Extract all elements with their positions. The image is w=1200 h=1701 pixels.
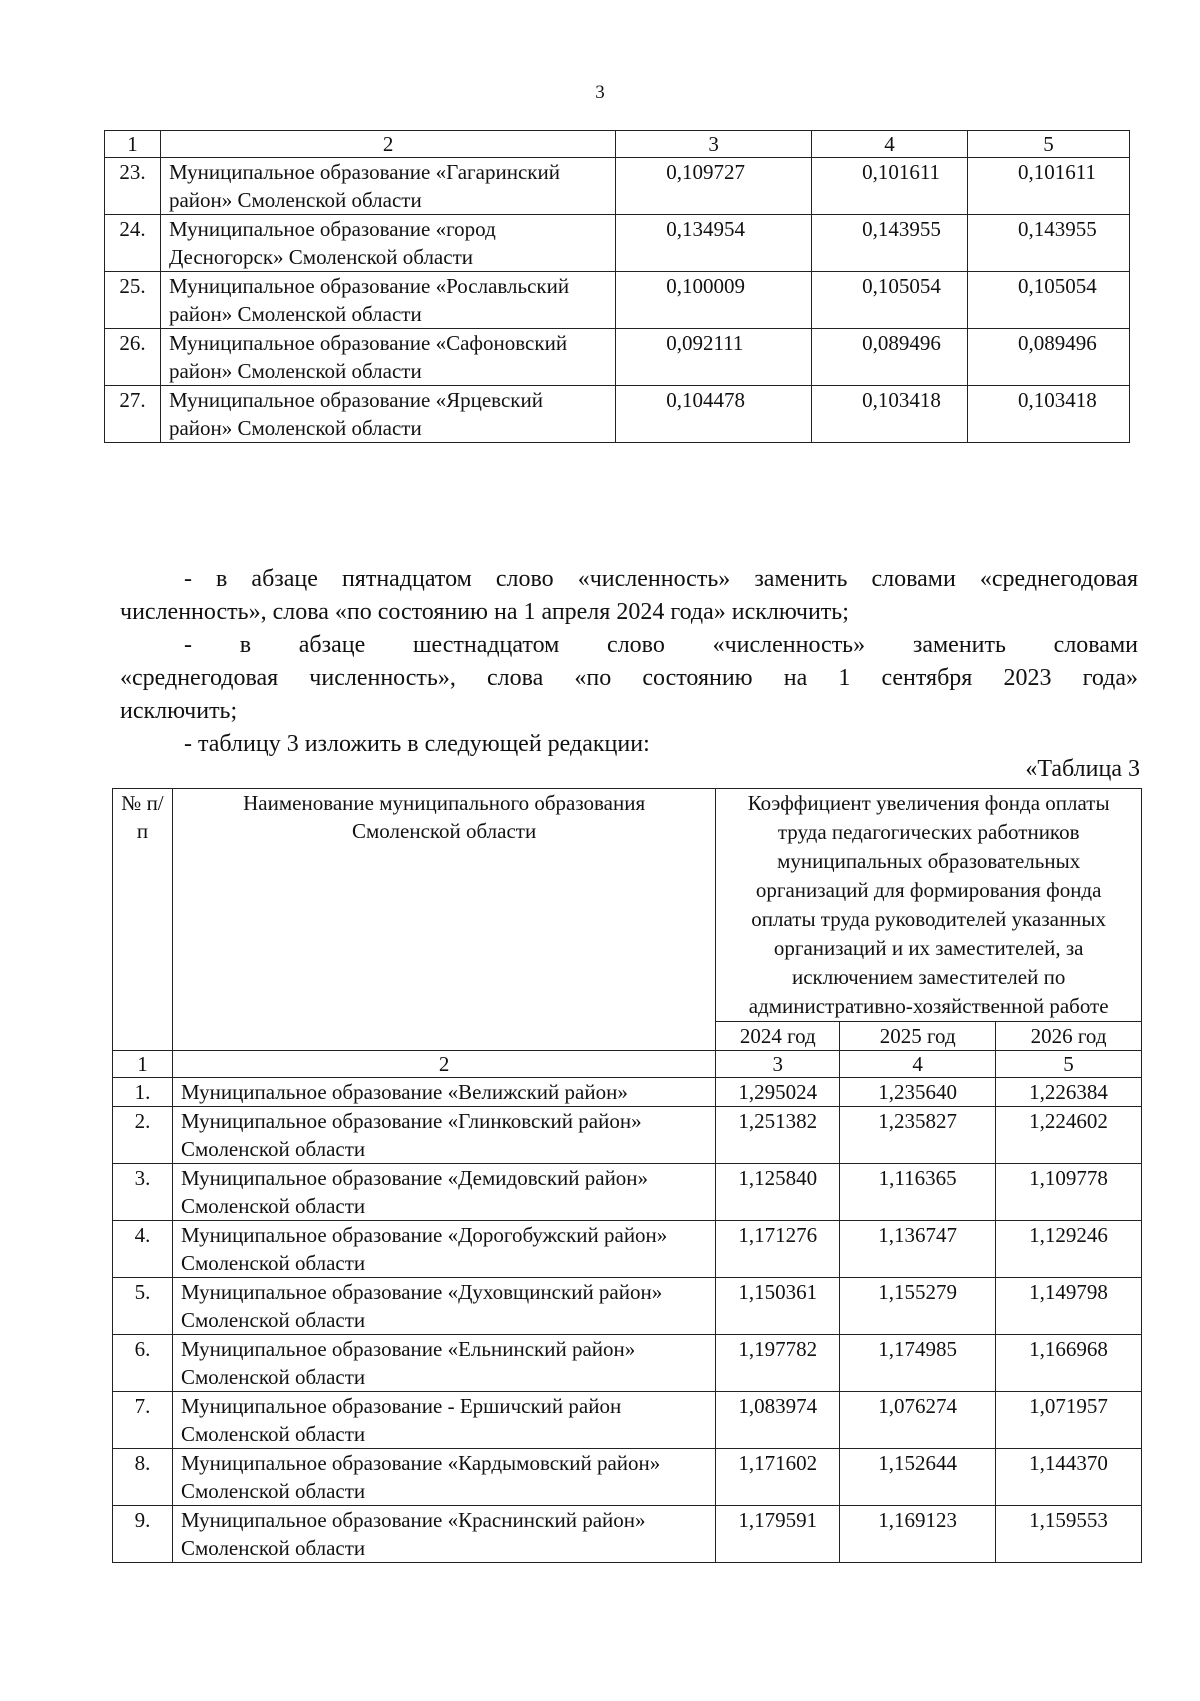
- year-header: 2024 год: [716, 1022, 840, 1051]
- paragraph-2-line-3: исключить;: [120, 698, 238, 724]
- municipality-name: Муниципальное образование «Духовщинский район» Смоленской области: [172, 1278, 715, 1335]
- header-cell: 2: [160, 131, 615, 158]
- row-number: 25.: [105, 272, 161, 329]
- value-2025: 0,101611: [812, 158, 968, 215]
- table-header-row: [105, 131, 1130, 158]
- year-header: 2026 год: [996, 1022, 1142, 1051]
- municipality-name: Муниципальное образование «Гагаринский район» Смоленской области: [160, 158, 615, 215]
- value-2026: 0,143955: [968, 215, 1130, 272]
- municipality-name: Муниципальное образование «Краснинский район» Смоленской области: [172, 1506, 715, 1563]
- year-header: 2025 год: [840, 1022, 996, 1051]
- value-2024: 0,092111: [616, 329, 812, 386]
- value-2026: 1,224602: [996, 1107, 1142, 1164]
- value-2026: 0,089496: [968, 329, 1130, 386]
- row-number: 26.: [105, 329, 161, 386]
- table-row: [113, 1078, 1142, 1107]
- value-2026: 1,071957: [996, 1392, 1142, 1449]
- value-2024: 1,179591: [716, 1506, 840, 1563]
- municipality-name: Муниципальное образование «город Десногорск» Смоленской области: [160, 215, 615, 272]
- table-row: [113, 1449, 1142, 1506]
- table-row: [105, 272, 1130, 329]
- paragraph-2-line-1: - в абзаце шестнадцатом слово «численность» заменить словами: [184, 632, 1138, 658]
- value-2026: 1,166968: [996, 1335, 1142, 1392]
- table-row: [105, 215, 1130, 272]
- value-2024: 1,150361: [716, 1278, 840, 1335]
- value-2024: 0,100009: [616, 272, 812, 329]
- value-2026: 0,105054: [968, 272, 1130, 329]
- row-number: 7.: [113, 1392, 173, 1449]
- index-cell: 5: [996, 1051, 1142, 1078]
- table-row: [105, 329, 1130, 386]
- table-header-row: [113, 789, 1142, 1022]
- table-row: [113, 1335, 1142, 1392]
- col-name-header: Наименование муниципального образования Смоленской области: [172, 789, 715, 1051]
- value-2024: 1,083974: [716, 1392, 840, 1449]
- value-2026: 1,149798: [996, 1278, 1142, 1335]
- row-number: 9.: [113, 1506, 173, 1563]
- index-cell: 4: [840, 1051, 996, 1078]
- table-row: [113, 1506, 1142, 1563]
- value-2025: 1,155279: [840, 1278, 996, 1335]
- value-2024: 1,251382: [716, 1107, 840, 1164]
- table-3: [112, 788, 1142, 1563]
- header-cell: 5: [968, 131, 1130, 158]
- value-2024: 1,197782: [716, 1335, 840, 1392]
- row-number: 5.: [113, 1278, 173, 1335]
- paragraph-1-line-1: - в абзаце пятнадцатом слово «численность» заменить словами «среднегодовая: [184, 566, 1138, 592]
- value-2025: 1,076274: [840, 1392, 996, 1449]
- value-2025: 1,169123: [840, 1506, 996, 1563]
- page-number: 3: [595, 82, 605, 103]
- row-number: 6.: [113, 1335, 173, 1392]
- continuation-table: [104, 130, 1130, 443]
- value-2025: 1,152644: [840, 1449, 996, 1506]
- value-2024: 1,295024: [716, 1078, 840, 1107]
- table-row: [113, 1392, 1142, 1449]
- header-cell: 1: [105, 131, 161, 158]
- paragraph-2-line-2: «среднегодовая численность», слова «по состоянию на 1 сентября 2023 года»: [120, 665, 1138, 691]
- table-index-row: [113, 1051, 1142, 1078]
- row-number: 2.: [113, 1107, 173, 1164]
- table-caption: «Таблица 3: [1025, 756, 1140, 782]
- row-number: 4.: [113, 1221, 173, 1278]
- municipality-name: Муниципальное образование «Демидовский район» Смоленской области: [172, 1164, 715, 1221]
- row-number: 24.: [105, 215, 161, 272]
- municipality-name: Муниципальное образование «Дорогобужский район» Смоленской области: [172, 1221, 715, 1278]
- row-number: 23.: [105, 158, 161, 215]
- value-2024: 1,125840: [716, 1164, 840, 1221]
- value-2026: 1,226384: [996, 1078, 1142, 1107]
- table-row: [113, 1221, 1142, 1278]
- municipality-name: Муниципальное образование «Велижский район»: [172, 1078, 715, 1107]
- value-2026: 1,159553: [996, 1506, 1142, 1563]
- row-number: 8.: [113, 1449, 173, 1506]
- paragraph-1-line-2: численность», слова «по состоянию на 1 апреля 2024 года» исключить;: [120, 599, 849, 625]
- value-2024: 0,134954: [616, 215, 812, 272]
- index-cell: 2: [172, 1051, 715, 1078]
- table-row: [113, 1278, 1142, 1335]
- municipality-name: Муниципальное образование «Рославльский район» Смоленской области: [160, 272, 615, 329]
- table-row: [113, 1164, 1142, 1221]
- value-2025: 0,143955: [812, 215, 968, 272]
- header-cell: 4: [812, 131, 968, 158]
- col-coef-header: Коэффициент увеличения фонда оплаты труда педагогических работников муниципальных образовательных организаций для формирования фонда оплаты труда руководителей указанных организаций и их заместителей, за исключением заместителей по административно-хозяйственной работе: [716, 789, 1142, 1022]
- value-2024: 0,104478: [616, 386, 812, 443]
- table-row: [113, 1107, 1142, 1164]
- value-2026: 1,144370: [996, 1449, 1142, 1506]
- value-2024: 1,171602: [716, 1449, 840, 1506]
- municipality-name: Муниципальное образование «Ельнинский район» Смоленской области: [172, 1335, 715, 1392]
- col-num-header: № п/п: [113, 789, 173, 1051]
- row-number: 27.: [105, 386, 161, 443]
- value-2026: 1,129246: [996, 1221, 1142, 1278]
- municipality-name: Муниципальное образование «Сафоновский район» Смоленской области: [160, 329, 615, 386]
- row-number: 3.: [113, 1164, 173, 1221]
- paragraph-3: - таблицу 3 изложить в следующей редакции:: [184, 731, 650, 757]
- value-2025: 1,235640: [840, 1078, 996, 1107]
- header-cell: 3: [616, 131, 812, 158]
- value-2025: 0,103418: [812, 386, 968, 443]
- value-2024: 1,171276: [716, 1221, 840, 1278]
- value-2024: 0,109727: [616, 158, 812, 215]
- value-2026: 0,103418: [968, 386, 1130, 443]
- value-2026: 0,101611: [968, 158, 1130, 215]
- municipality-name: Муниципальное образование «Кардымовский район» Смоленской области: [172, 1449, 715, 1506]
- value-2025: 1,174985: [840, 1335, 996, 1392]
- table-row: [105, 158, 1130, 215]
- value-2026: 1,109778: [996, 1164, 1142, 1221]
- value-2025: 1,136747: [840, 1221, 996, 1278]
- index-cell: 3: [716, 1051, 840, 1078]
- table-row: [105, 386, 1130, 443]
- municipality-name: Муниципальное образование - Ершичский район Смоленской области: [172, 1392, 715, 1449]
- value-2025: 0,089496: [812, 329, 968, 386]
- value-2025: 1,116365: [840, 1164, 996, 1221]
- municipality-name: Муниципальное образование «Глинковский район» Смоленской области: [172, 1107, 715, 1164]
- value-2025: 1,235827: [840, 1107, 996, 1164]
- index-cell: 1: [113, 1051, 173, 1078]
- value-2025: 0,105054: [812, 272, 968, 329]
- municipality-name: Муниципальное образование «Ярцевский район» Смоленской области: [160, 386, 615, 443]
- row-number: 1.: [113, 1078, 173, 1107]
